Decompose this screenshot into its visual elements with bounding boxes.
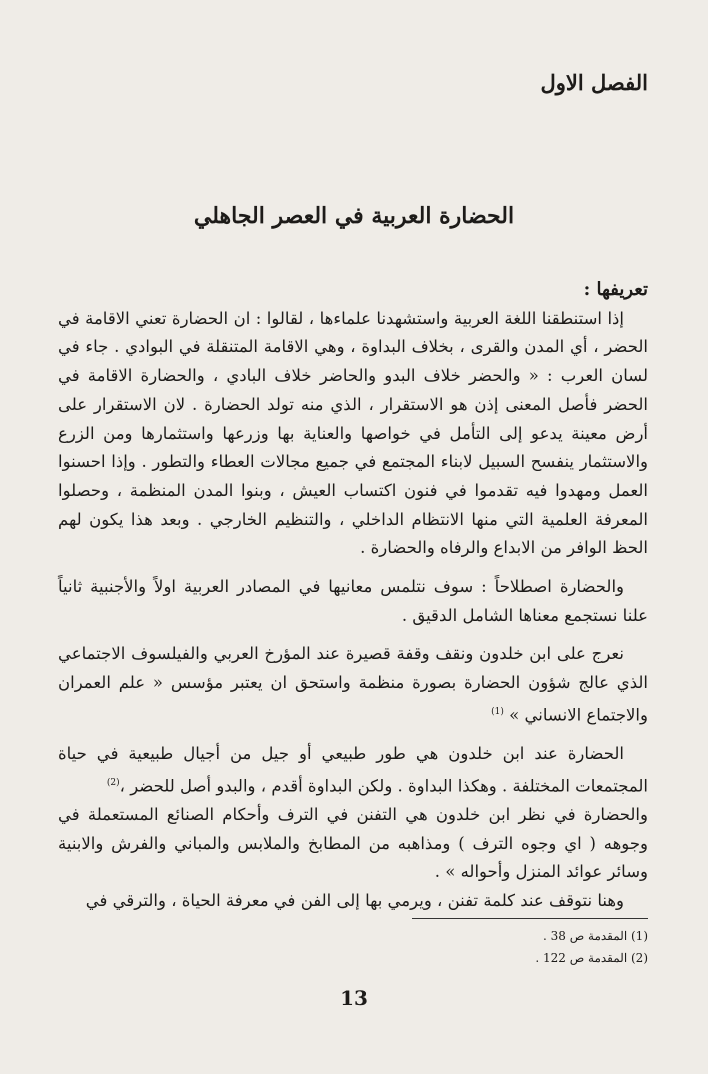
paragraph-ibn-khaldun [58, 640, 648, 730]
footnote-2: (2) المقدمة ص 122 . [535, 951, 648, 965]
paragraph-definition: إذا استنطقنا اللغة العربية واستشهدنا علماءها ، لقالوا : ان الحضارة تعني الاقامة في الحضر ، أي المدن والقرى ، بخلاف البداوة ، وهي الاقامة المتنقلة في البوادي . جاء في لسان العرب : « والحضر خلاف البدو والحاضر خلاف البادي ، والحضارة الاقامة في الحضر فأصل المعنى إذن هو الاستقرار ، الذي منه تولد الحضارة . لان الاستقرار على أرض معينة يدعو إلى التأمل في خواصها والعناية بها وزرعها واستثمارها ومن الزرع والاستثمار ينفسح السبيل لابناء المجتمع في جميع مجالات العطاء والتطور . وإذا احسنوا العمل ومهدوا فيه تقدموا في فنون اكتساب العيش ، وبنوا المدن المنظمة ، وحصلوا المعرفة العلمية التي منها الانتظام الداخلي ، والتنظيم الخارجي . وبعد هذا يكون لهم الحظ الوافر من الابداع والرفاه والحضارة . [58, 308, 648, 558]
body-text [58, 276, 648, 916]
paragraph-nomadism [58, 740, 648, 801]
paragraph-refinement: وهنا نتوقف عند كلمة تفنن ، ويرمي بها إلى الفن في معرفة الحياة ، والترقي في [85, 891, 624, 911]
section-title: الحضارة العربية في العصر الجاهلي [193, 203, 515, 229]
footnote-ref-1[interactable]: (1) [491, 706, 504, 717]
paragraph-ibn-khaldun-text: نعرج على ابن خلدون ونقف وقفة قصيرة عند المؤرخ العربي والفيلسوف الاجتماعي الذي عالج شؤون الحضارة بصورة منظمة واستحق ان يعتبر مؤسس « علم العمران والاجتماع الانساني » [58, 644, 648, 725]
paragraph-luxury: والحضارة في نظر ابن خلدون هي التفنن في الترف وأحكام الصنائع المستعملة في وجوهه ( اي وجوه الترف ) ومذاهبه من المطابخ والملابس والمباني والفرش والابنية وسائر عوائد المنزل وأحواله » . [58, 804, 648, 882]
paragraph-nomadism-text: الحضارة عند ابن خلدون هي طور طبيعي أو جيل من أجيال طبيعية في حياة المجتمعات المختلفة . وهكذا البداوة . ولكن البداوة أقدم ، والبدو أصل للحضر ، [58, 744, 648, 796]
chapter-heading: الفصل الاول [540, 70, 648, 95]
subheading: تعريفها : [583, 279, 648, 300]
page-number: 13 [340, 986, 368, 1010]
footnotes [248, 925, 648, 969]
footnote-divider [412, 918, 648, 919]
footnote-1: (1) المقدمة ص 38 . [542, 929, 648, 943]
paragraph-terminology: والحضارة اصطلاحاً : سوف نتلمس معانيها في المصادر العربية اولاً والأجنبية ثانياً علنا نستجمع معناها الشامل الدقيق . [58, 577, 648, 625]
footnote-ref-2[interactable]: (2) [106, 777, 120, 788]
